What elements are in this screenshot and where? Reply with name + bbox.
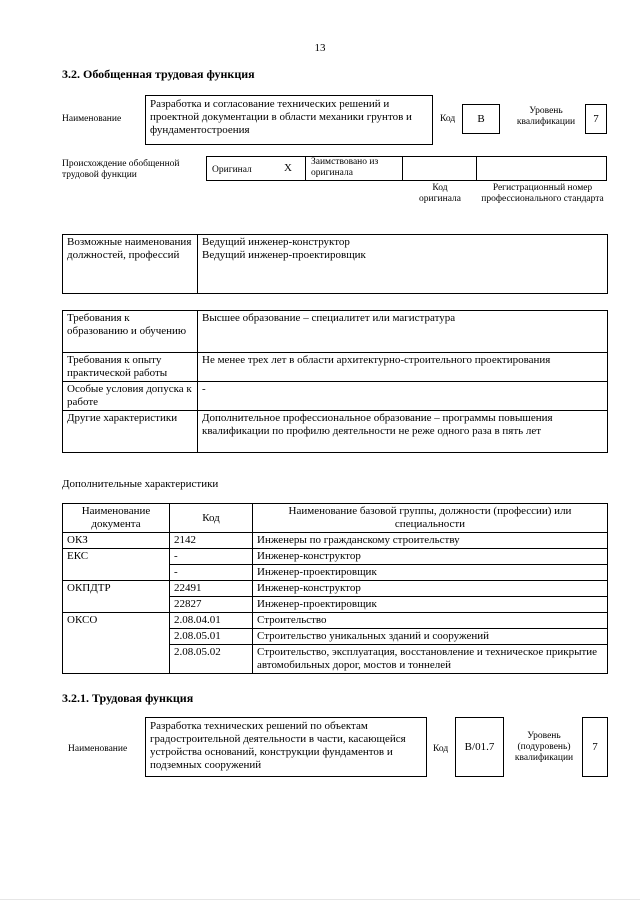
code-value-box (455, 717, 504, 777)
col-header: Наименование базовой группы, должности (профессии) или специальности (253, 504, 608, 533)
doc-title: Инженер-проектировщик (253, 565, 608, 581)
code-label: Код (433, 744, 449, 754)
original-mark: X (284, 162, 292, 174)
doc-title: Строительство (253, 613, 608, 629)
name-label: Наименование (68, 744, 128, 754)
code-value: B/01.7 (464, 740, 495, 753)
additional-heading: Дополнительные характеристики (62, 478, 219, 490)
doc-code: 2.08.05.02 (170, 645, 253, 674)
doc-code: 2.08.04.01 (170, 613, 253, 629)
code-value: B (477, 112, 485, 125)
doc-title: Инженер-конструктор (253, 581, 608, 597)
position-item: Ведущий инженер-конструктор (202, 236, 350, 248)
level-label: Уровень (подуровень) квалификации (514, 731, 574, 763)
subsection-heading: 3.2.1. Трудовая функция (62, 691, 194, 705)
position-item: Ведущий инженер-проектировщик (202, 249, 366, 261)
divider (476, 156, 477, 181)
level-value: 7 (592, 740, 598, 753)
doc-name: ОКЗ (63, 533, 170, 549)
page-number: 13 (314, 42, 326, 54)
doc-name: ОКПДТР (63, 581, 170, 613)
req-label: Требования к образованию и обучению (63, 311, 198, 353)
req-label: Другие характеристики (63, 411, 198, 453)
requirements-table (62, 310, 608, 453)
doc-title: Инженеры по гражданскому строительству (253, 533, 608, 549)
req-value: Дополнительное профессиональное образование – программы повышения квалификации по профилю деятельности не реже одного раза в пять лет (198, 411, 608, 453)
scan-edge (0, 899, 640, 900)
doc-title: Строительство уникальных зданий и сооружений (253, 629, 608, 645)
origin-label: Происхождение обобщенной трудовой функции (62, 159, 180, 180)
origin-row (206, 156, 607, 181)
positions-table (62, 234, 608, 294)
additional-table (62, 503, 608, 674)
function-name: Разработка и согласование технических решений и проектной документации в области механики грунтов и фундаментостроения (150, 98, 412, 136)
original-label: Оригинал (212, 165, 252, 175)
orig-code-label: Код оригинала (419, 183, 461, 204)
section-heading: 3.2. Обобщенная трудовая функция (62, 67, 255, 81)
req-label: Требования к опыту практической работы (63, 353, 198, 382)
divider (305, 156, 306, 181)
level-value: 7 (593, 112, 599, 125)
level-value-box (585, 104, 607, 134)
doc-code: 22827 (170, 597, 253, 613)
doc-title: Инженер-конструктор (253, 549, 608, 565)
level-label: Уровень квалификации (516, 106, 576, 127)
borrowed-label: Заимствовано из оригинала (311, 157, 379, 178)
doc-name: ЕКС (63, 549, 170, 581)
function-name-box (145, 95, 433, 145)
positions-label: Возможные наименования должностей, профессий (63, 235, 198, 294)
doc-code: 22491 (170, 581, 253, 597)
col-header: Наименование документа (63, 504, 170, 533)
doc-code: - (170, 565, 253, 581)
doc-title: Инженер-проектировщик (253, 597, 608, 613)
req-value: Высшее образование – специалитет или магистратура (198, 311, 608, 353)
level-value-box (582, 717, 608, 777)
req-label: Особые условия допуска к работе (63, 382, 198, 411)
doc-code: 2.08.05.01 (170, 629, 253, 645)
col-header: Код (170, 504, 253, 533)
doc-name: ОКСО (63, 613, 170, 674)
name-label: Наименование (62, 114, 122, 124)
doc-title: Строительство, эксплуатация, восстановление и техническое прикрытие автомобильных дорог, мостов и тоннелей (253, 645, 608, 674)
code-label: Код (440, 114, 456, 124)
positions-values (198, 235, 608, 294)
reg-number-label: Регистрационный номер профессионального стандарта (481, 183, 604, 204)
divider (402, 156, 403, 181)
req-value: Не менее трех лет в области архитектурно-строительного проектирования (198, 353, 608, 382)
doc-code: 2142 (170, 533, 253, 549)
doc-code: - (170, 549, 253, 565)
function-name-box (145, 717, 427, 777)
req-value: - (198, 382, 608, 411)
function-name: Разработка технических решений по объектам градостроительной деятельности в части, касающейся устройства оснований, конструкции фундаментов и подземных сооружений (150, 720, 406, 771)
code-value-box (462, 104, 500, 134)
